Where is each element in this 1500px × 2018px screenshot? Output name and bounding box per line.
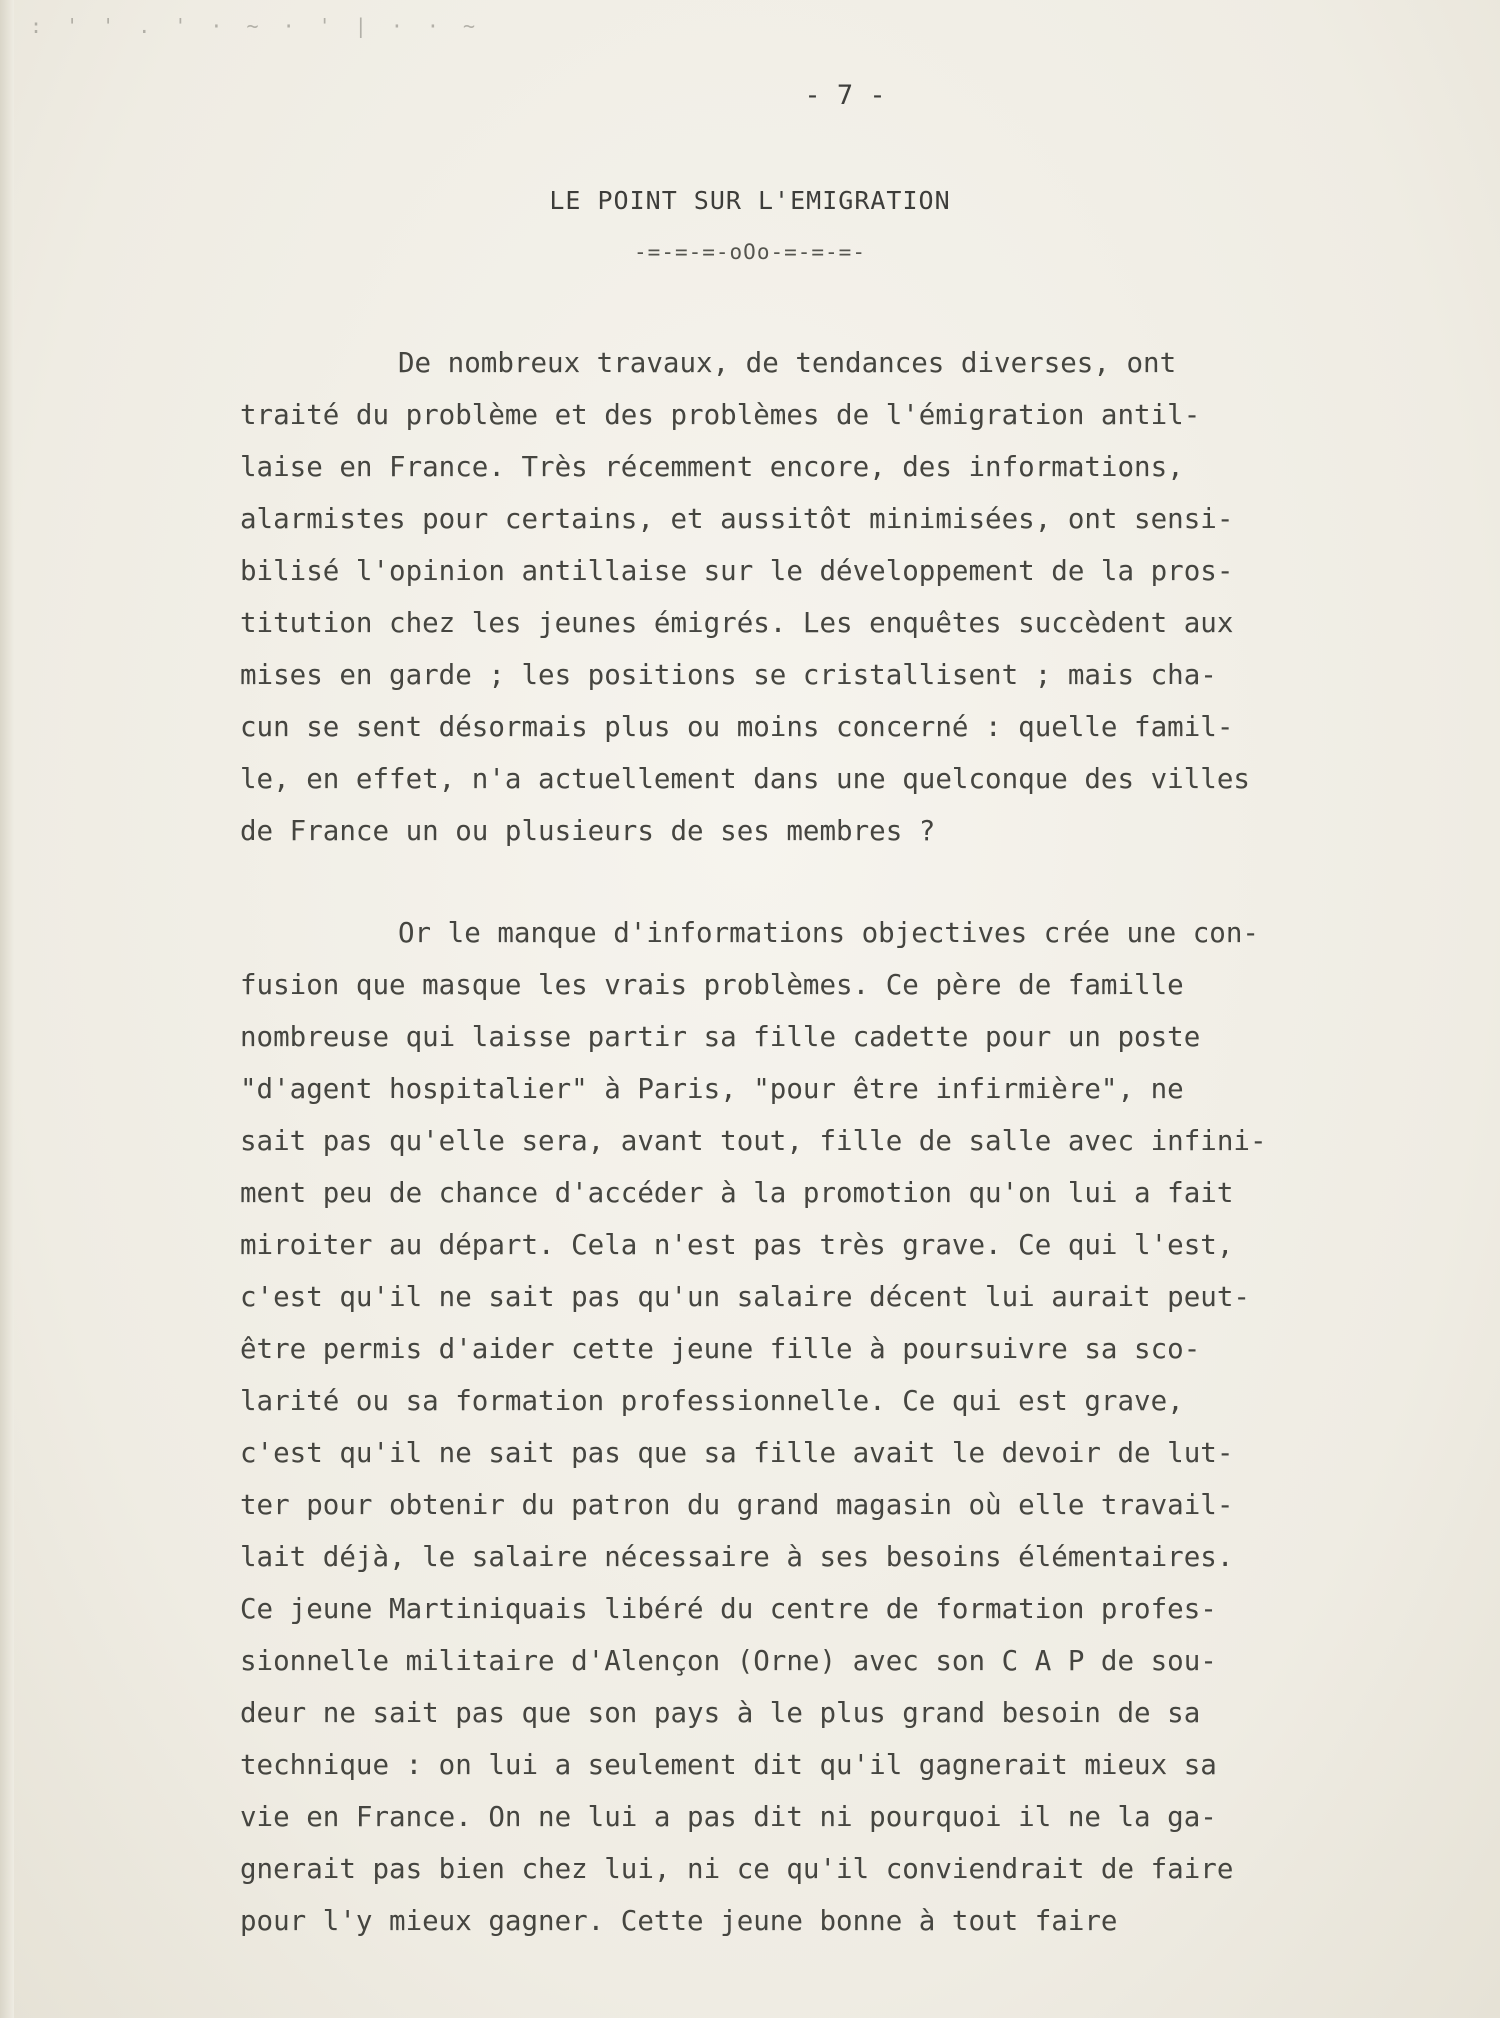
text-line: c'est qu'il ne sait pas qu'un salaire décent lui aurait peut- (240, 1281, 1250, 1313)
text-line: De nombreux travaux, de tendances diverses, ont (398, 347, 1177, 379)
text-line: Or le manque d'informations objectives crée une con- (398, 917, 1259, 949)
text-line: cun se sent désormais plus ou moins concerné : quelle famil- (240, 711, 1234, 743)
text-line: ter pour obtenir du patron du grand magasin où elle travail- (240, 1489, 1234, 1521)
document-body (240, 337, 1450, 1947)
page-binding-edge (0, 0, 14, 2018)
paragraph-spacer (240, 857, 1450, 907)
text-line: lait déjà, le salaire nécessaire à ses besoins élémentaires. (240, 1541, 1234, 1573)
title-ornament: -=-=-=-oOo-=-=-=- (634, 240, 866, 264)
text-line: être permis d'aider cette jeune fille à poursuivre sa sco- (240, 1333, 1201, 1365)
text-line: vie en France. On ne lui a pas dit ni pourquoi il ne la ga- (240, 1801, 1217, 1833)
text-line: Ce jeune Martiniquais libéré du centre de formation profes- (240, 1593, 1217, 1625)
text-line: gnerait pas bien chez lui, ni ce qu'il conviendrait de faire (240, 1853, 1234, 1885)
text-line: sionnelle militaire d'Alençon (Orne) avec son C A P de sou- (240, 1645, 1217, 1677)
page-number: - 7 - (804, 80, 886, 111)
text-line: technique : on lui a seulement dit qu'il gagnerait mieux sa (240, 1749, 1217, 1781)
text-line: titution chez les jeunes émigrés. Les enquêtes succèdent aux (240, 607, 1234, 639)
text-line: c'est qu'il ne sait pas que sa fille avait le devoir de lut- (240, 1437, 1234, 1469)
paragraph-2 (240, 907, 1450, 1947)
paragraph-1 (240, 337, 1450, 857)
top-smudge-marks: : ' ' . ' · ~ · ' | · · ~ (30, 14, 482, 38)
text-line: "d'agent hospitalier" à Paris, "pour être infirmière", ne (240, 1073, 1184, 1105)
text-line: pour l'y mieux gagner. Cette jeune bonne à tout faire (240, 1905, 1118, 1937)
text-line: larité ou sa formation professionnelle. Ce qui est grave, (240, 1385, 1184, 1417)
document-title: LE POINT SUR L'EMIGRATION (549, 186, 951, 215)
text-line: laise en France. Très récemment encore, des informations, (240, 451, 1184, 483)
text-line: nombreuse qui laisse partir sa fille cadette pour un poste (240, 1021, 1201, 1053)
text-line: alarmistes pour certains, et aussitôt minimisées, ont sensi- (240, 503, 1234, 535)
text-line: ment peu de chance d'accéder à la promotion qu'on lui a fait (240, 1177, 1234, 1209)
text-line: sait pas qu'elle sera, avant tout, fille de salle avec infini- (240, 1125, 1267, 1157)
text-line: deur ne sait pas que son pays à le plus grand besoin de sa (240, 1697, 1201, 1729)
text-line: miroiter au départ. Cela n'est pas très grave. Ce qui l'est, (240, 1229, 1234, 1261)
text-line: fusion que masque les vrais problèmes. Ce père de famille (240, 969, 1184, 1001)
text-line: de France un ou plusieurs de ses membres ? (240, 815, 936, 847)
text-line: traité du problème et des problèmes de l'émigration antil- (240, 399, 1201, 431)
text-line: le, en effet, n'a actuellement dans une quelconque des villes (240, 763, 1250, 795)
text-line: bilisé l'opinion antillaise sur le développement de la pros- (240, 555, 1234, 587)
text-line: mises en garde ; les positions se cristallisent ; mais cha- (240, 659, 1217, 691)
